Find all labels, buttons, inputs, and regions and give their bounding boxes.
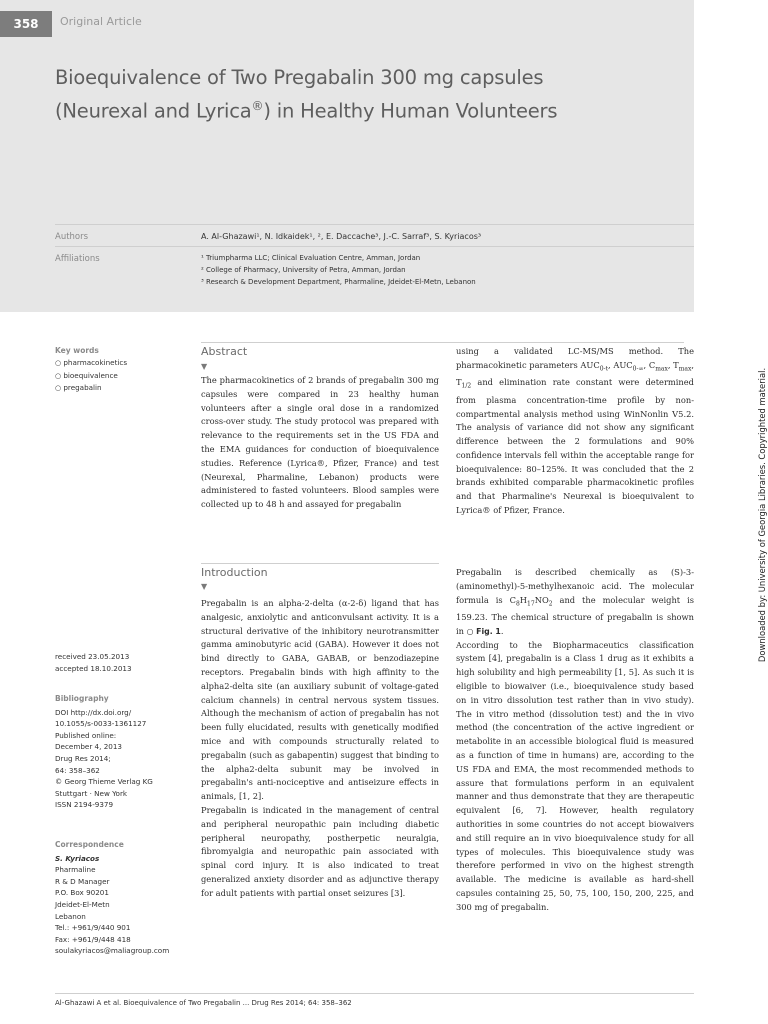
affiliation: ² College of Pharmacy, University of Petra, Amman, Jordan: [201, 266, 406, 274]
abstract-heading: Abstract: [201, 345, 248, 358]
divider: [55, 224, 694, 225]
title-line1: Bioequivalence of Two Pregabalin 300 mg capsules: [55, 66, 544, 89]
email-link[interactable]: soulakyriacos@maliagroup.com: [55, 946, 170, 956]
bib-line: Stuttgart · New York: [55, 788, 128, 798]
accepted-date: accepted 18.10.2013: [55, 663, 132, 673]
bib-line: 64: 358–362: [55, 765, 100, 775]
figure-link[interactable]: ○ Fig. 1: [466, 626, 501, 636]
bib-line: DOI http://dx.doi.org/: [55, 707, 132, 717]
download-notice: [752, 350, 768, 680]
page-number: 358: [0, 11, 52, 37]
abstract-col1: [201, 374, 439, 512]
introduction-heading: Introduction: [201, 566, 268, 579]
bibliography-label: Bibliography: [55, 694, 109, 703]
abstract-text: The pharmacokinetics of 2 brands of pregabalin 300 mg capsules were compared in 23 healthy human volunteers after a single oral dose in a randomized cross-over study. The study protocol was prepared with relevance to the requirements set in the US FDA and the EMA guidances for conduction of bioequivalence studies. Reference (Lyrica®, Pfizer, France) and test (Neurexal, Pharmaline, Lebanon) products were administered to fasted volunteers. Blood samples were collected up to 48 h and assayed for pregabalin: [201, 375, 439, 510]
affiliations: [201, 252, 476, 288]
keyword: ○ pharmacokinetics: [55, 357, 127, 370]
corr-line: R & D Manager: [55, 876, 110, 886]
download-notice-text: Downloaded by: University of Georgia Libraries. Copyrighted material.: [757, 367, 767, 663]
bib-line: December 4, 2013: [55, 742, 122, 752]
bib-line: Published online:: [55, 730, 117, 740]
keyword: ○ pregabalin: [55, 382, 127, 395]
correspondence: [55, 839, 190, 957]
keyword: ○ bioequivalence: [55, 370, 127, 383]
bib-line: 10.1055/s-0033-1361127: [55, 719, 147, 729]
abstract-text: using a validated LC-MS/MS method. The pharmacokinetic parameters $AUC_{0-t}$, $AUC_{0-\infty}$, $C_{max}$, $T_{max}$, $T_{1/2}$ and elimination rate constant were determined from plasma concentration-time profile by non-compartmental analysis method using WinNonlin V5.2. The analysis of variance did not show any significant difference between the 2 formulations and 90% confidence intervals fell within the acceptable range for bioequivalence: 80–125%. It was concluded that the 2 brands exhibited comparable pharmacokinetic profiles and that Pharmaline's Neurexal is bioequivalent to Lyrica® of Pfizer, France.: [456, 346, 695, 516]
section-label: Original Article: [60, 15, 142, 28]
correspondence-label: Correspondence: [55, 840, 124, 849]
intro-col2: [456, 566, 694, 915]
received-date: received 23.05.2013: [55, 652, 130, 661]
divider: [201, 342, 684, 343]
abstract-col2: [456, 345, 694, 518]
corr-line: P.O. Box 90201: [55, 888, 109, 898]
corr-line: Fax: +961/9/448 418: [55, 934, 131, 944]
intro-col1: [201, 597, 439, 901]
keywords-label: Key words: [55, 346, 99, 355]
intro-paragraph: Pregabalin is described chemically as (S)-3-(aminomethyl)-5-methylhexanoic acid. The molecular formula is $C_8H_{17}NO_2$ and the molecular weight is 159.23. The chemical structure of pregabalin is shown in ○ Fig. 1.: [456, 567, 694, 636]
corr-line: Tel.: +961/9/440 901: [55, 923, 131, 933]
registered-mark: ®: [251, 99, 264, 113]
intro-paragraph: Pregabalin is an alpha-2-delta (α-2-δ) ligand that has analgesic, anxiolytic and anticonvulsant activity. It is a structural derivative of the inhibitory neurotransmitter gamma aminobutyric acid (GABA). However it does not bind directly to GABA, GABAB, or benzodiazepine receptors. Pregabalin binds with high affinity to the alpha2-delta site (an auxiliary subunit of voltage-gated calcium channels) in central nervous system tissues. Although the mechanism of action of pregabalin has not been fully elucidated, results with genetically modified mice and with compounds structurally related to pregabalin (such as gabapentin) suggest that binding to the alpha2-delta subunit may be involved in pregabalin's anti-nociceptive and antiseizure effects in animals, [1, 2].: [201, 598, 439, 802]
correspondence-name: S. Kyriacos: [55, 853, 100, 863]
corr-line: Pharmaline: [55, 865, 96, 875]
authors-label: Authors: [55, 232, 89, 242]
bib-line: ISSN 2194-9379: [55, 800, 114, 810]
divider: [55, 246, 694, 247]
bib-line: © Georg Thieme Verlag KG: [55, 777, 153, 787]
corr-line: Lebanon: [55, 911, 86, 921]
divider: [55, 993, 694, 994]
intro-paragraph: Pregabalin is indicated in the management of central and peripheral neuropathic pain including diabetic peripheral neuropathy, postherpetic neuralgia, fibromyalgia and neuropathic pain associated with spinal cord injury. It is also indicated to treat generalized anxiety disorder and as adjunctive therapy for adult patients with partial onset seizures [3].: [201, 804, 439, 898]
title-line2b: ) in Healthy Human Volunteers: [263, 99, 558, 123]
affiliation: ³ Research & Development Department, Pharmaline, Jdeidet-El-Metn, Lebanon: [201, 278, 476, 286]
authors: A. Al-Ghazawi¹, N. Idkaidek¹, ², E. Daccache³, J.-C. Sarraf³, S. Kyriacos³: [201, 232, 482, 241]
affiliation: ¹ Triumpharma LLC; Clinical Evaluation Centre, Amman, Jordan: [201, 254, 421, 262]
divider: [201, 563, 439, 564]
dates: [55, 651, 190, 674]
keywords: [55, 346, 127, 395]
bib-line: Drug Res 2014;: [55, 753, 111, 763]
arrow-down-icon: ▼: [201, 362, 208, 371]
bibliography: [55, 693, 190, 811]
arrow-down-icon: ▼: [201, 582, 208, 591]
running-footer: Al-Ghazawi A et al. Bioequivalence of Two Pregabalin ... Drug Res 2014; 64: 358–362: [55, 999, 352, 1007]
article-title: [55, 64, 685, 126]
corr-line: Jdeidet-El-Metn: [55, 899, 110, 909]
title-line2a: (Neurexal and Lyrica: [55, 99, 252, 123]
intro-paragraph: According to the Biopharmaceutics classification system [4], pregabalin is a Class 1 drug as it exhibits a high solubility and high permeability [1, 5]. As such it is eligible to biowaiver (i.e., bioequivalence study based on in vitro dissolution test rather than in vivo study). The in vitro method (dissolution test) and the in vivo method (the concentration of the active ingredient or metabolite in an accessible biological fluid is measured as a function of time in humans) are, according to the US FDA and EMA, the most recommended methods to assure that formulations perform in an equivalent manner and thus demonstrate that they are therapeutic equivalent [6, 7]. However, health regulatory authorities in some countries do not accept biowaivers and still require an in vivo bioequivalence study for all types of molecules. This bioequivalence study was therefore performed in vivo on the highest strength available. The medicine is available as hard-shell capsules containing 25, 50, 75, 100, 150, 200, 225, and 300 mg of pregabalin.: [456, 639, 694, 912]
affiliations-label: Affiliations: [55, 254, 100, 264]
